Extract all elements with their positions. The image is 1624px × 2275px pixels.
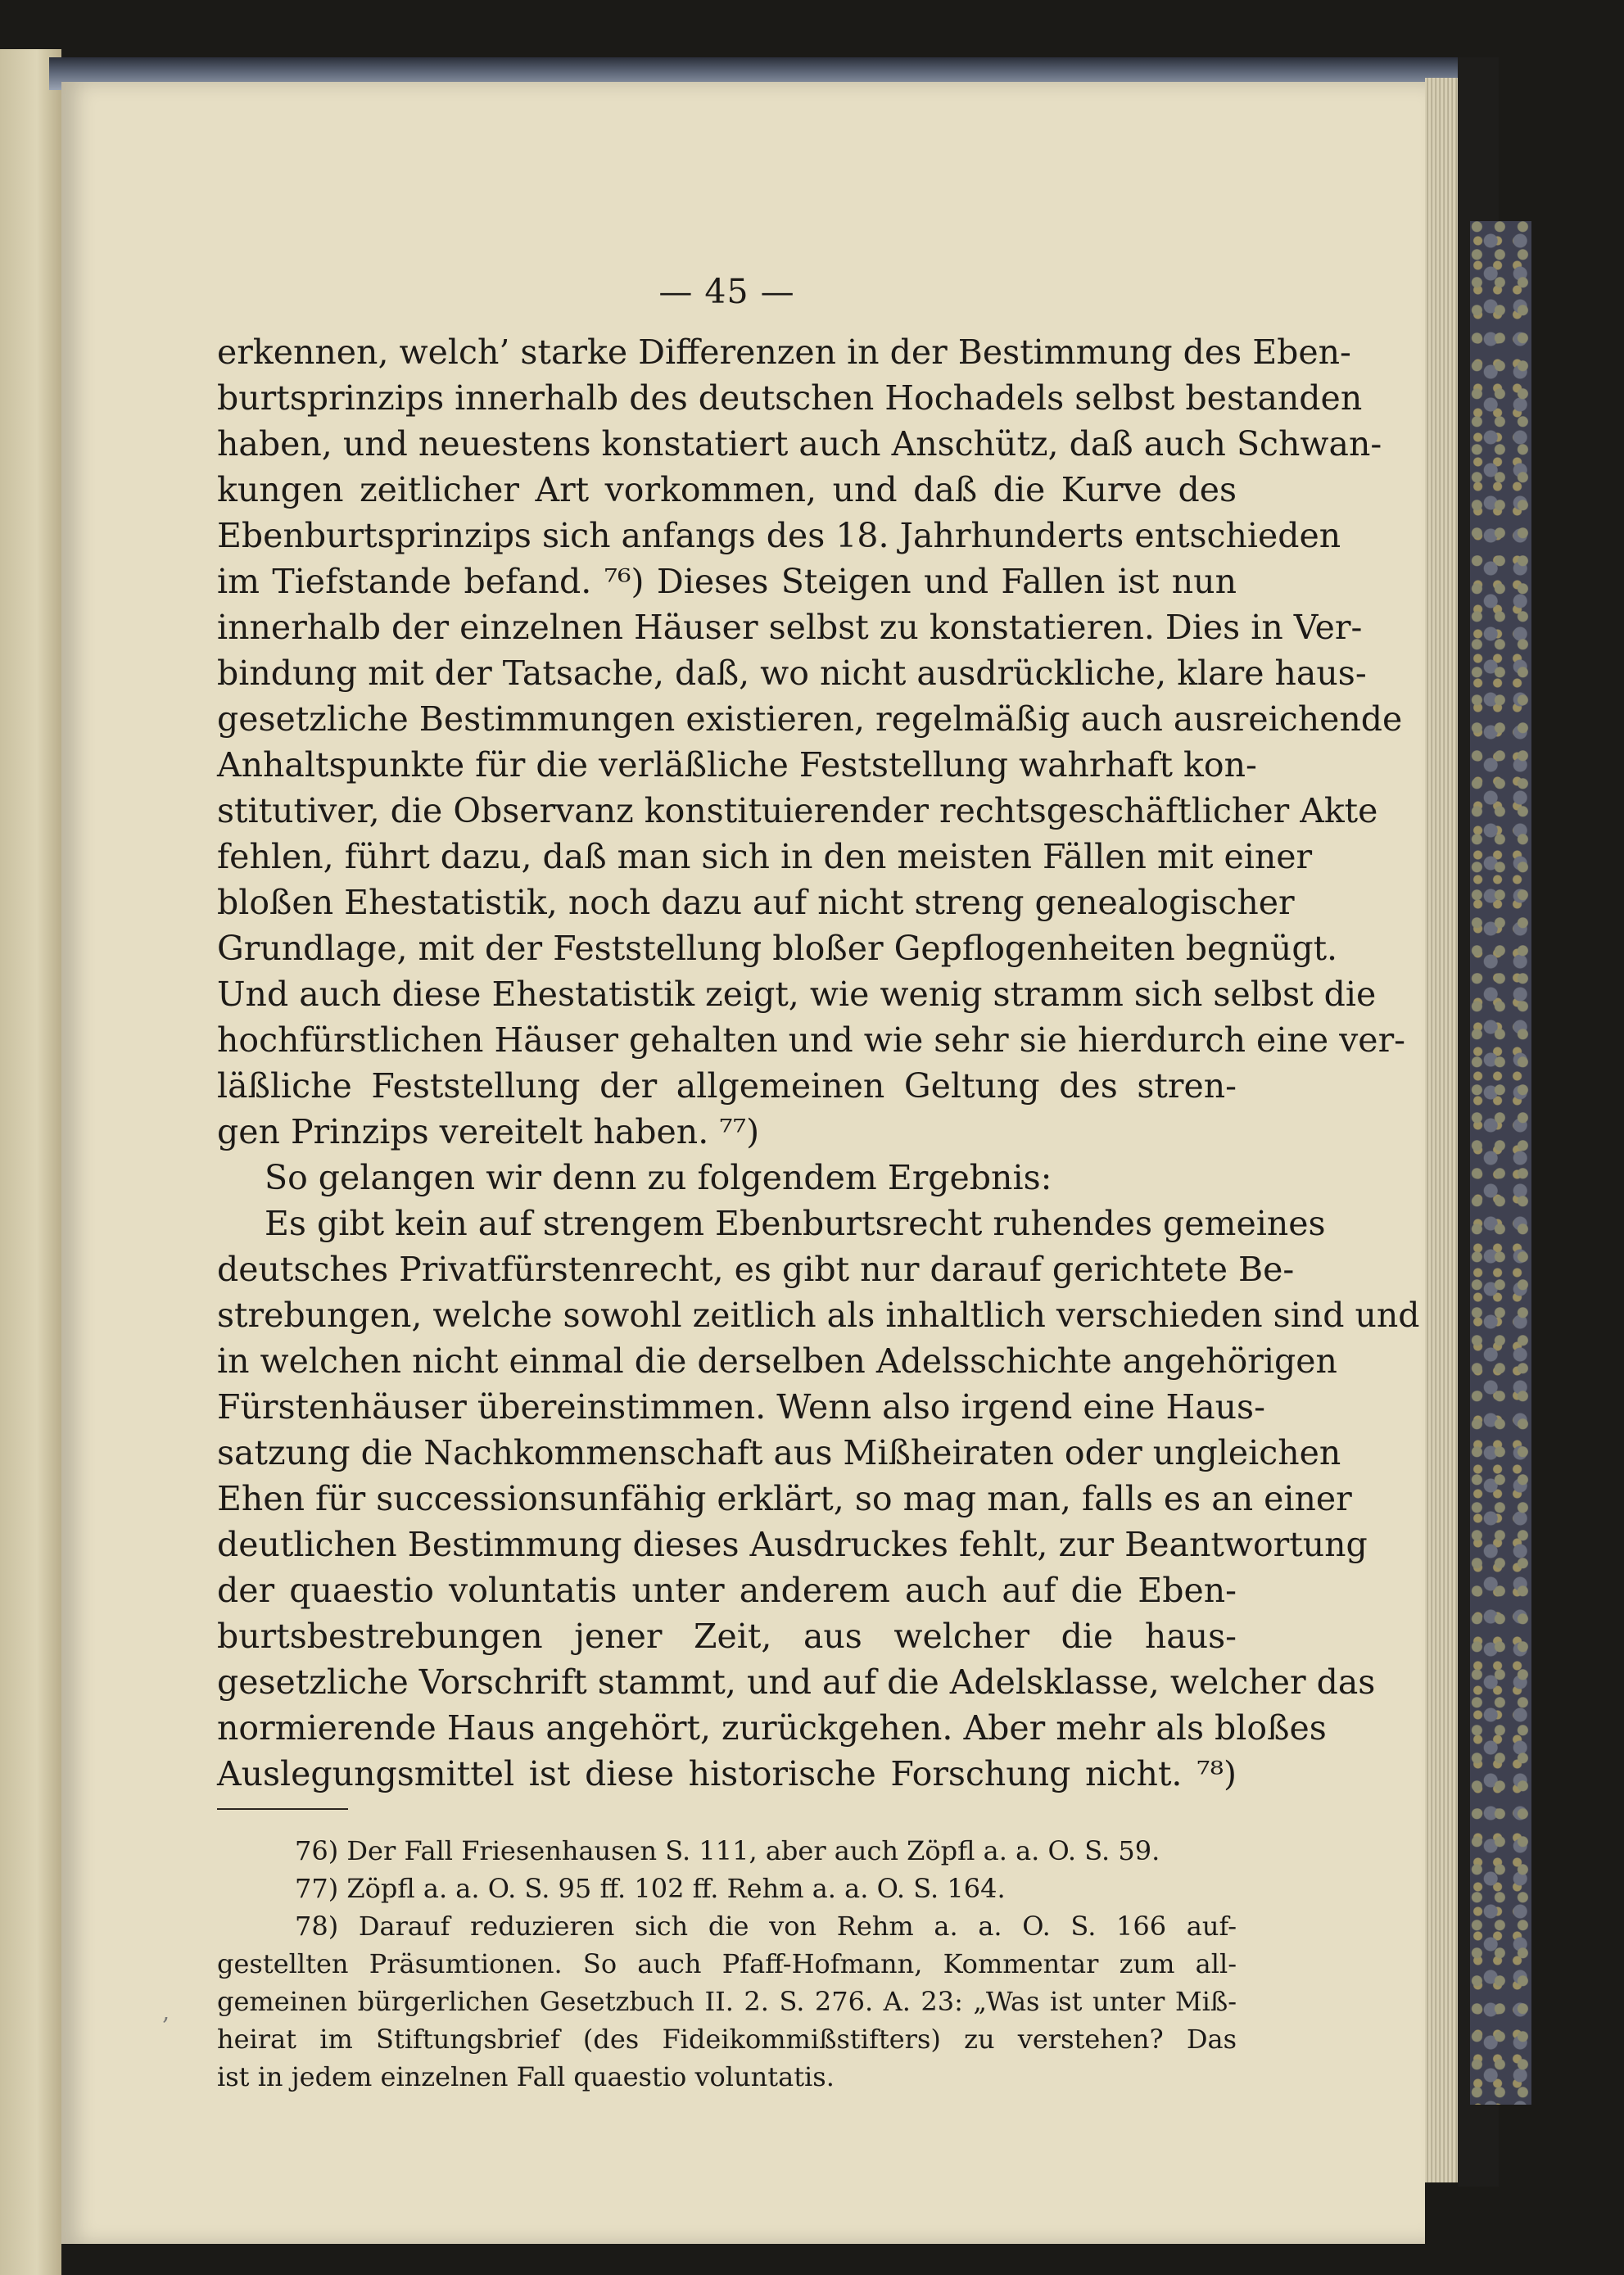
footnote-line: 76) Der Fall Friesenhausen S. 111, aber auch Zöpfl a. a. O. S. 59. [295,1835,1160,1866]
body-line: burtsprinzips innerhalb des deutschen Hochadels selbst bestanden [217,378,1363,418]
body-line: gesetzliche Vorschrift stammt, und auf die Adelsklasse, welcher das [217,1662,1376,1702]
margin-mark: ‚ [162,1998,170,2025]
body-line: Es gibt kein auf strengem Ebenburtsrecht ruhendes gemeines [265,1204,1326,1243]
body-line: Fürstenhäuser übereinstimmen. Wenn also irgend eine Haus- [217,1387,1265,1427]
body-line: satzung die Nachkommenschaft aus Mißheiraten oder ungleichen [217,1433,1341,1472]
body-line: strebungen, welche sowohl zeitlich als inhaltlich verschieden sind und [217,1296,1420,1335]
body-line: gesetzliche Bestimmungen existieren, regelmäßig auch ausreichende [217,699,1403,739]
body-line: Und auch diese Ehestatistik zeigt, wie wenig stramm sich selbst die [217,975,1377,1014]
footnote-line: heirat im Stiftungsbrief (des Fideikommißstifters) zu verstehen? Das [217,2024,1237,2055]
body-line: bloßen Ehestatistik, noch dazu auf nicht streng genealogischer [217,883,1295,922]
footnote-line: ist in jedem einzelnen Fall quaestio voluntatis. [217,2061,835,2092]
body-line: deutsches Privatfürstenrecht, es gibt nur darauf gerichtete Be- [217,1250,1295,1289]
body-line: der quaestio voluntatis unter anderem auch auf die Eben- [217,1571,1237,1610]
marbled-endpaper [1470,221,1531,2105]
footnote-rule [217,1808,348,1810]
footnote-line: 78) Darauf reduzieren sich die von Rehm a. a. O. S. 166 auf- [295,1911,1237,1942]
footnote-line: gestellten Präsumtionen. So auch Pfaff-Hofmann, Kommentar zum all- [217,1948,1237,1979]
body-line: fehlen, führt dazu, daß man sich in den meisten Fällen mit einer [217,837,1313,876]
book-page [61,82,1425,2244]
footnote-line: 77) Zöpfl a. a. O. S. 95 ff. 102 ff. Rehm a. a. O. S. 164. [295,1873,1006,1904]
body-line: burtsbestrebungen jener Zeit, aus welcher die haus- [217,1617,1237,1656]
page-number: — 45 — [658,272,795,311]
body-line: stitutiver, die Observanz konstituierender rechtsgeschäftlicher Akte [217,791,1378,830]
body-line: läßliche Feststellung der allgemeinen Geltung des stren- [217,1066,1237,1106]
body-line: hochfürstlichen Häuser gehalten und wie sehr sie hierdurch eine ver- [217,1020,1406,1060]
body-line: haben, und neuestens konstatiert auch Anschütz, daß auch Schwan- [217,424,1382,464]
body-line: Ebenburtsprinzips sich anfangs des 18. Jahrhunderts entschieden [217,516,1341,555]
body-line: innerhalb der einzelnen Häuser selbst zu konstatieren. Dies in Ver- [217,608,1363,647]
body-line: in welchen nicht einmal die derselben Adelsschichte angehörigen [217,1341,1337,1381]
body-line: erkennen, welch’ starke Differenzen in der Bestimmung des Eben- [217,332,1351,372]
facing-page-edge [0,49,61,2275]
page-stack-edges [1425,78,1458,2182]
body-line: bindung mit der Tatsache, daß, wo nicht ausdrückliche, klare haus- [217,654,1367,693]
body-line: gen Prinzips vereitelt haben. ⁷⁷) [217,1112,760,1151]
body-line: normierende Haus angehört, zurückgehen. Aber mehr als bloßes [217,1708,1327,1748]
body-line: Auslegungsmittel ist diese historische Forschung nicht. ⁷⁸) [217,1754,1237,1793]
body-line: Grundlage, mit der Feststellung bloßer Gepflogenheiten begnügt. [217,929,1338,968]
body-line: So gelangen wir denn zu folgendem Ergebnis: [265,1158,1052,1197]
body-line: Ehen für successionsunfähig erklärt, so mag man, falls es an einer [217,1479,1352,1518]
body-line: deutlichen Bestimmung dieses Ausdruckes fehlt, zur Beantwortung [217,1525,1368,1564]
body-line: kungen zeitlicher Art vorkommen, und daß die Kurve des [217,470,1237,509]
footnote-line: gemeinen bürgerlichen Gesetzbuch II. 2. S. 276. A. 23: „Was ist unter Miß- [217,1986,1237,2017]
body-line: Anhaltspunkte für die verläßliche Feststellung wahrhaft kon- [217,745,1257,785]
body-line: im Tiefstande befand. ⁷⁶) Dieses Steigen und Fallen ist nun [217,562,1237,601]
